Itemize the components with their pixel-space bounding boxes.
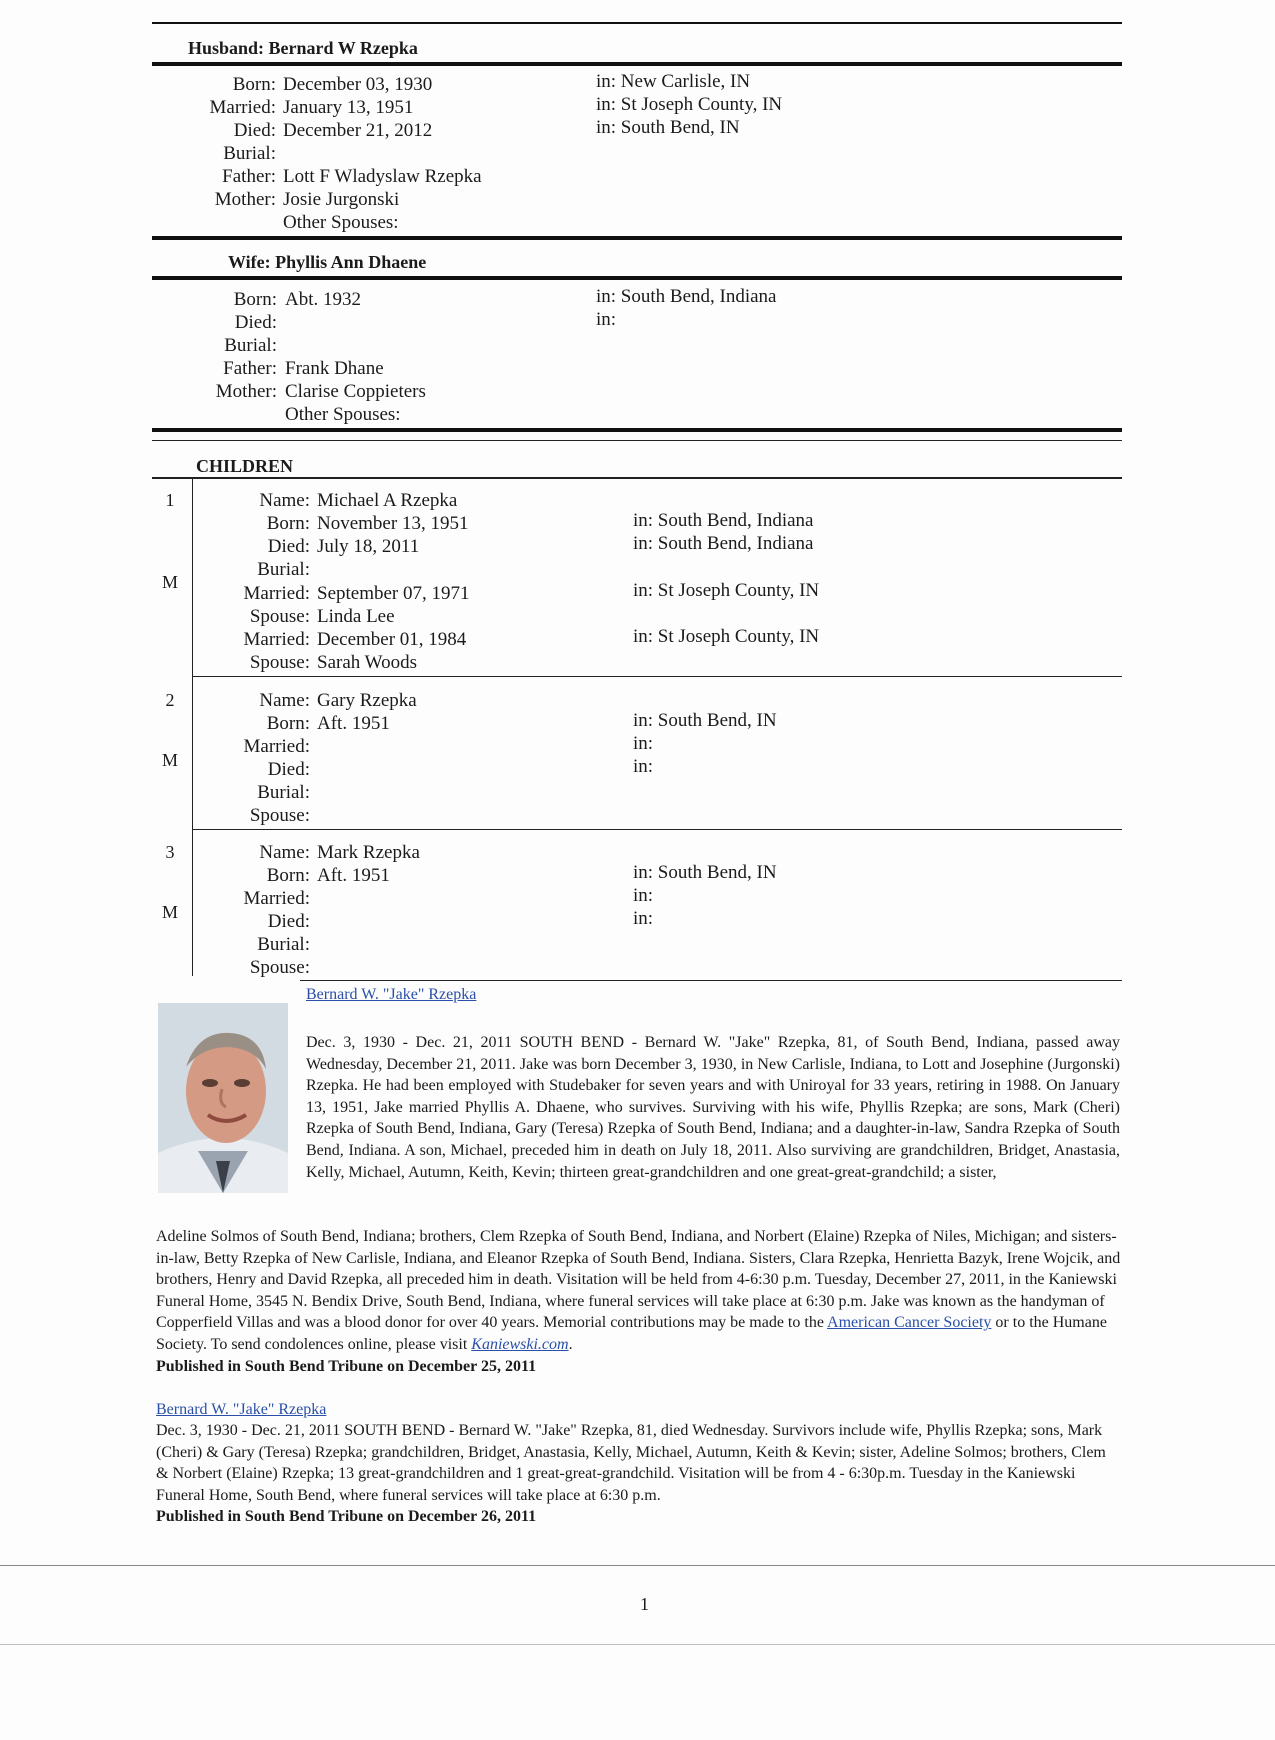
child-3-name-label: Name: xyxy=(259,842,310,863)
child-2-name: Gary Rzepka xyxy=(317,690,417,711)
child-3-sex: M xyxy=(161,902,178,922)
child-3-born-label: Born: xyxy=(266,865,310,886)
child-1-died-place: in: South Bend, Indiana xyxy=(633,533,814,554)
kaniewski-link[interactable]: Kaniewski.com xyxy=(471,1335,569,1353)
child-1-spouse1: Linda Lee xyxy=(317,606,395,627)
obituary-1-title-link[interactable]: Bernard W. "Jake" Rzepka xyxy=(306,986,477,1003)
child-1-married1-place: in: St Joseph County, IN xyxy=(633,580,820,601)
wife-born-value: Abt. 1932 xyxy=(285,289,361,310)
footer-bottom-rule xyxy=(0,1644,1275,1645)
top-rule xyxy=(152,22,1122,24)
child-1-name: Michael A Rzepka xyxy=(317,490,458,511)
wife-father-value: Frank Dhane xyxy=(285,358,384,379)
husband-father-label: Father: xyxy=(222,166,276,187)
child-3-burial-label: Burial: xyxy=(257,934,310,955)
husband-heading: Husband: Bernard W Rzepka xyxy=(188,38,418,58)
child-2-burial-label: Burial: xyxy=(257,782,310,803)
husband-mother-label: Mother: xyxy=(214,189,276,210)
child-2-born: Aft. 1951 xyxy=(317,713,390,734)
obituary-photo xyxy=(158,1003,288,1193)
child-2-divider xyxy=(192,829,1122,830)
page-number: 1 xyxy=(640,1594,649,1614)
husband-died-label: Died: xyxy=(233,120,276,141)
wife-heading: Wife: Phyllis Ann Dhaene xyxy=(228,252,427,272)
obituary-1-published: Published in South Bend Tribune on December 25, 2011 xyxy=(156,1357,537,1375)
children-bottom-rule xyxy=(300,980,1122,981)
child-3-born-place: in: South Bend, IN xyxy=(633,862,777,883)
child-1-spouse2-label: Spouse: xyxy=(249,652,310,673)
children-heading: CHILDREN xyxy=(196,456,294,476)
child-1-born-place: in: South Bend, Indiana xyxy=(633,510,814,531)
obituary-2-title-link[interactable]: Bernard W. "Jake" Rzepka xyxy=(156,1401,327,1418)
husband-died-value: December 21, 2012 xyxy=(283,120,433,141)
obituary-1-lead-text: Dec. 3, 1930 - Dec. 21, 2011 SOUTH BEND - Bernard W. "Jake" Rzepka, 81, of South Bend, Indiana, passed away Wednesday, December 21, 2011. Jake was born December 3, 1930, in New Carlisle, Indiana, to Lott and Josephine (Jurgonski) Rzepka. He had been employed with Studebaker for seven years and with Uniroyal for 33 years, retiring in 1988. On January 13, 1951, Jake married Phyllis A. Dhaene, who survives. Surviving with his wife, Phyllis Rzepka; are sons, Mark (Cheri) Rzepka of South Bend, Indiana, Gary (Teresa) Rzepka of South Bend, Indiana; and a daughter-in-law, Sandra Rzepka of South Bend, Indiana. A son, Michael, preceded him in death on July 18, 2011. Also surviving are grandchildren, Bridget, Anastasia, Kelly, Michael, Autumn, Keith, Kevin; thirteen great-grandchildren and one great-great-grandchild; a sister, xyxy=(306,1034,1120,1181)
child-1-married2: December 01, 1984 xyxy=(317,629,467,650)
children-top-rule-thin xyxy=(152,440,1122,441)
child-3-married-label: Married: xyxy=(243,888,310,909)
child-3-name: Mark Rzepka xyxy=(317,842,420,863)
wife-died-label: Died: xyxy=(234,312,277,333)
husband-born-value: December 03, 1930 xyxy=(283,74,433,95)
husband-married-value: January 13, 1951 xyxy=(283,97,414,118)
obituary-2-body xyxy=(156,1420,1122,1528)
wife-died-place: in: xyxy=(596,309,617,330)
wife-other-spouses: Other Spouses: xyxy=(285,404,401,425)
child-1-born-label: Born: xyxy=(266,513,310,534)
husband-married-label: Married: xyxy=(209,97,276,118)
wife-mother-value: Clarise Coppieters xyxy=(285,381,426,402)
child-1-sex: M xyxy=(161,572,178,592)
children-heading-rule xyxy=(152,477,1122,479)
child-1-married2-label: Married: xyxy=(243,629,310,650)
husband-rule xyxy=(152,62,1122,66)
american-cancer-society-link[interactable]: American Cancer Society xyxy=(827,1314,992,1332)
obituary-2-published: Published in South Bend Tribune on December 26, 2011 xyxy=(156,1508,537,1526)
wife-name: Phyllis Ann Dhaene xyxy=(275,252,427,272)
child-3-number: 3 xyxy=(165,842,175,862)
obituary-2-text: Dec. 3, 1930 - Dec. 21, 2011 SOUTH BEND - Bernard W. "Jake" Rzepka, 81, died Wednesday. Survivors include wife, Phyllis Rzepka; sons, Mark (Cheri) & Gary (Teresa) Rzepka; grandchildren, Bridget, Anastasia, Kelly, Michael, Autumn, Keith & Kevin; sister, Adeline Solmos; brothers, Clem & Norbert (Elaine) Rzepka; 13 great-grandchildren and 1 great-great-grandchild. Visitation will be from 4 - 6:30p.m. Tuesday in the Kaniewski Funeral Home, South Bend, where funeral services will take place at 6:30 p.m. xyxy=(156,1422,1106,1504)
obituary-1-full-text: Adeline Solmos of South Bend, Indiana; brothers, Clem Rzepka of South Bend, Indiana, and Norbert (Elaine) Rzepka of Niles, Michigan; and sisters-in-law, Betty Rzepka of New Carlisle, Indiana, and Eleanor Rzepka of South Bend, Indiana. Sisters, Clara Rzepka, Henrietta Bazyk, Irene Wojcik, and brothers, Henry and David Rzepka, all preceded him in death. Visitation will be held from 4-6:30 p.m. Tuesday, December 27, 2011, in the Kaniewski Funeral Home, 3545 N. Bendix Drive, South Bend, Indiana, where funeral services will take place at 6:30 p.m. Jake was known as the handyman of Copperfield Villas and was a blood donor for over 40 years. Memorial contributions may be made to the xyxy=(156,1228,1121,1332)
child-3-spouse-label: Spouse: xyxy=(249,957,310,978)
child-1-number: 1 xyxy=(165,490,175,510)
child-2-sex: M xyxy=(161,750,178,770)
child-2-born-place: in: South Bend, IN xyxy=(633,710,777,731)
children-left-border xyxy=(192,478,193,976)
husband-married-place: in: St Joseph County, IN xyxy=(596,94,783,115)
child-2-born-label: Born: xyxy=(266,713,310,734)
wife-father-label: Father: xyxy=(223,358,277,379)
child-1-died-label: Died: xyxy=(267,536,310,557)
husband-died-place: in: South Bend, IN xyxy=(596,117,740,138)
child-1-spouse1-label: Spouse: xyxy=(249,606,310,627)
obituary-1-body xyxy=(156,1226,1122,1377)
wife-born-place: in: South Bend, Indiana xyxy=(596,286,777,307)
child-1-married1-label: Married: xyxy=(243,583,310,604)
obituary-1-end-text: . xyxy=(568,1335,573,1353)
husband-other-spouses: Other Spouses: xyxy=(283,212,399,233)
wife-burial-label: Burial: xyxy=(224,335,277,356)
wife-top-rule xyxy=(152,236,1122,240)
child-1-married1: September 07, 1971 xyxy=(317,583,470,604)
husband-father-value: Lott F Wladyslaw Rzepka xyxy=(283,166,482,187)
child-3-died-label: Died: xyxy=(267,911,310,932)
child-1-married2-place: in: St Joseph County, IN xyxy=(633,626,820,647)
child-2-number: 2 xyxy=(165,690,175,710)
footer-rule xyxy=(0,1565,1275,1566)
husband-born-place: in: New Carlisle, IN xyxy=(596,71,751,92)
child-2-died-label: Died: xyxy=(267,759,310,780)
husband-mother-value: Josie Jurgonski xyxy=(283,189,400,210)
child-1-died: July 18, 2011 xyxy=(317,536,420,557)
child-1-burial-label: Burial: xyxy=(257,559,310,580)
wife-mother-label: Mother: xyxy=(215,381,277,402)
child-1-name-label: Name: xyxy=(259,490,310,511)
child-1-born: November 13, 1951 xyxy=(317,513,469,534)
child-2-name-label: Name: xyxy=(259,690,310,711)
child-3-died-place: in: xyxy=(633,908,654,929)
child-2-spouse-label: Spouse: xyxy=(249,805,310,826)
child-3-born: Aft. 1951 xyxy=(317,865,390,886)
child-1-divider xyxy=(192,676,1122,677)
husband-born-label: Born: xyxy=(232,74,276,95)
wife-born-label: Born: xyxy=(233,289,277,310)
child-1-spouse2: Sarah Woods xyxy=(317,652,417,673)
children-top-rule xyxy=(152,428,1122,432)
child-2-married-place: in: xyxy=(633,733,654,754)
husband-burial-label: Burial: xyxy=(223,143,276,164)
husband-name: Bernard W Rzepka xyxy=(268,38,418,58)
child-2-died-place: in: xyxy=(633,756,654,777)
obituary-1-mid-text: or to the Humane Society. To send condolences online, please visit xyxy=(156,1314,1107,1353)
wife-rule xyxy=(152,276,1122,280)
child-2-married-label: Married: xyxy=(243,736,310,757)
child-3-married-place: in: xyxy=(633,885,654,906)
